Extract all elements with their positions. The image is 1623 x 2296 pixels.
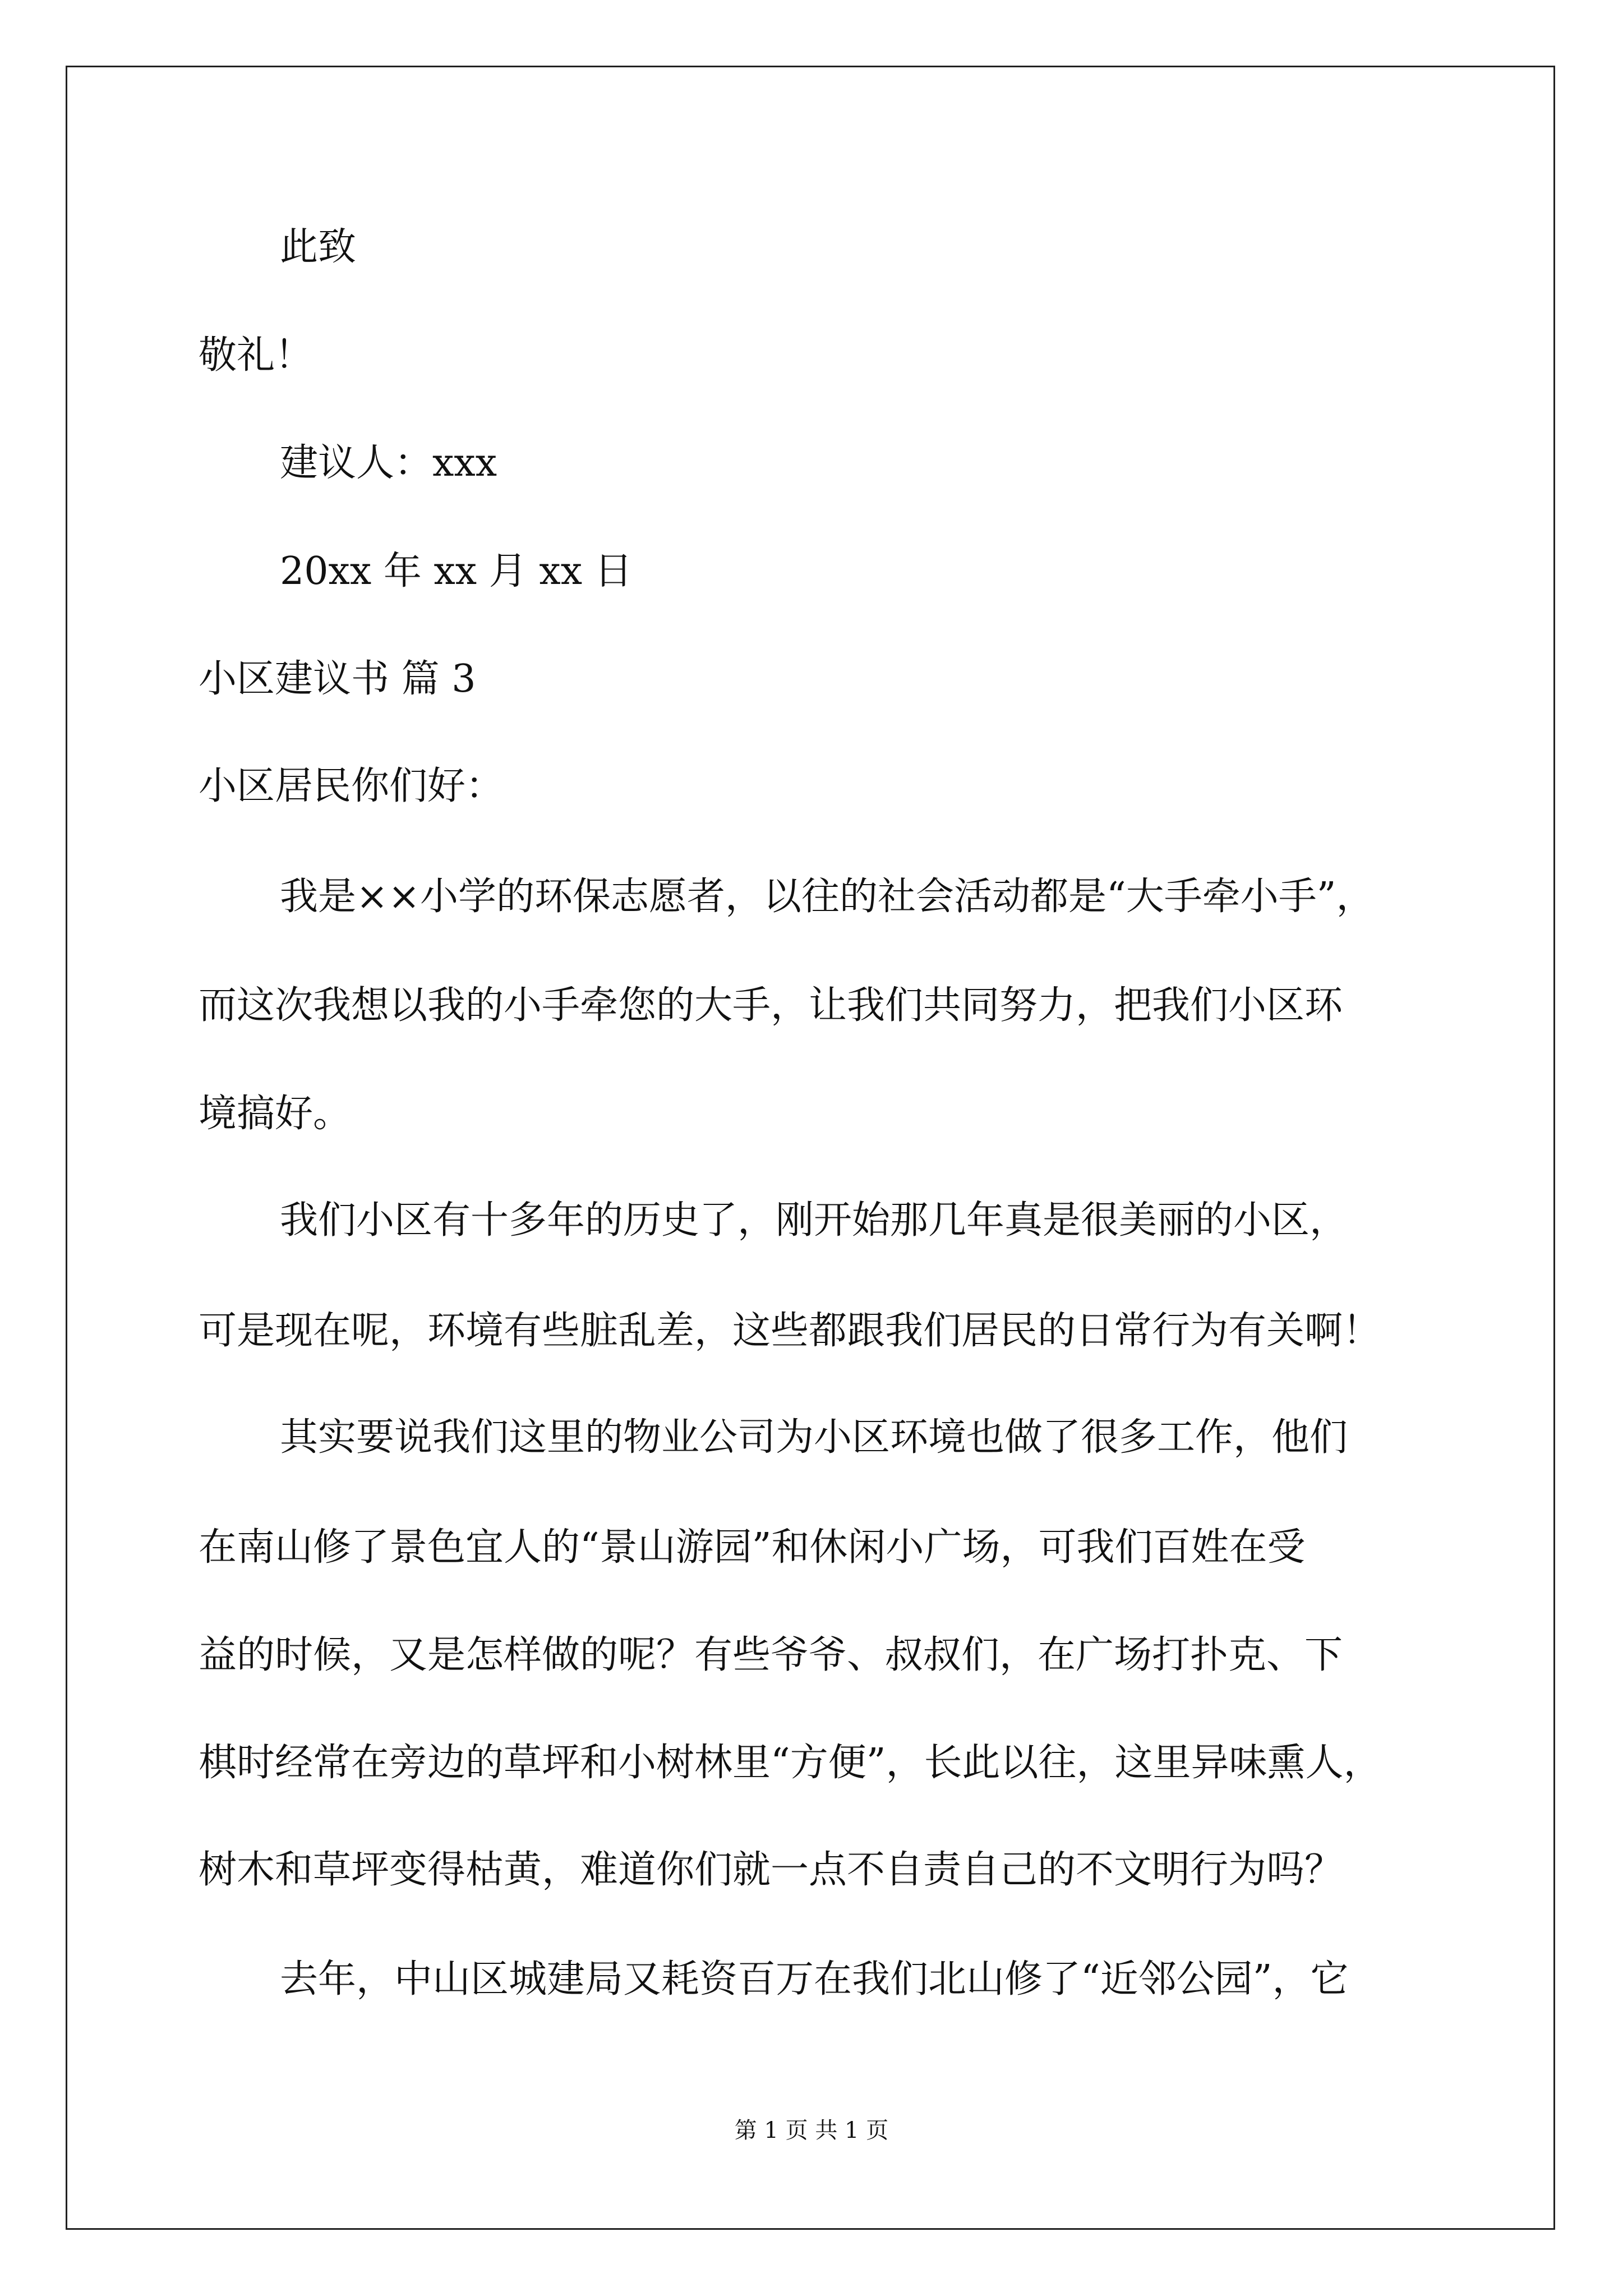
paragraph-line: 我是××小学的环保志愿者，以往的社会活动都是“大手牵小手”，: [280, 875, 1375, 919]
paragraph-line: 在南山修了景色宜人的“景山游园”和休闲小广场，可我们百姓在受: [199, 1525, 1306, 1570]
date-line: 20xx 年 xx 月 xx 日: [280, 549, 633, 593]
page-footer: 第 1 页 共 1 页: [734, 2118, 889, 2143]
paragraph-line: 可是现在呢，环境有些脏乱差，这些都跟我们居民的日常行为有关啊！: [199, 1309, 1381, 1353]
closing-salutation: 此致: [280, 225, 357, 269]
page-border: [66, 66, 1555, 2230]
paragraph-line: 我们小区有十多年的历史了，刚开始那几年真是很美丽的小区，: [280, 1198, 1348, 1243]
paragraph-line: 益的时候，又是怎样做的呢？有些爷爷、叔叔们，在广场打扑克、下: [199, 1633, 1343, 1677]
paragraph-line: 树木和草坪变得枯黄，难道你们就一点不自责自己的不文明行为吗？: [199, 1848, 1343, 1892]
greeting-line: 小区居民你们好：: [199, 764, 504, 808]
paragraph-line: 棋时经常在旁边的草坪和小树林里“方便”，长此以往，这里异味熏人，: [199, 1741, 1382, 1785]
signer-line: 建议人：xxx: [280, 441, 497, 485]
section-heading: 小区建议书 篇 3: [199, 657, 476, 701]
paragraph-line: 境搞好。: [199, 1092, 352, 1136]
paragraph-line: 而这次我想以我的小手牵您的大手，让我们共同努力，把我们小区环: [199, 983, 1343, 1028]
closing-respect: 敬礼！: [199, 333, 313, 378]
paragraph-line: 去年，中山区城建局又耗资百万在我们北山修了“近邻公园”，它: [280, 1957, 1349, 2001]
paragraph-line: 其实要说我们这里的物业公司为小区环境也做了很多工作，他们: [280, 1415, 1348, 1460]
